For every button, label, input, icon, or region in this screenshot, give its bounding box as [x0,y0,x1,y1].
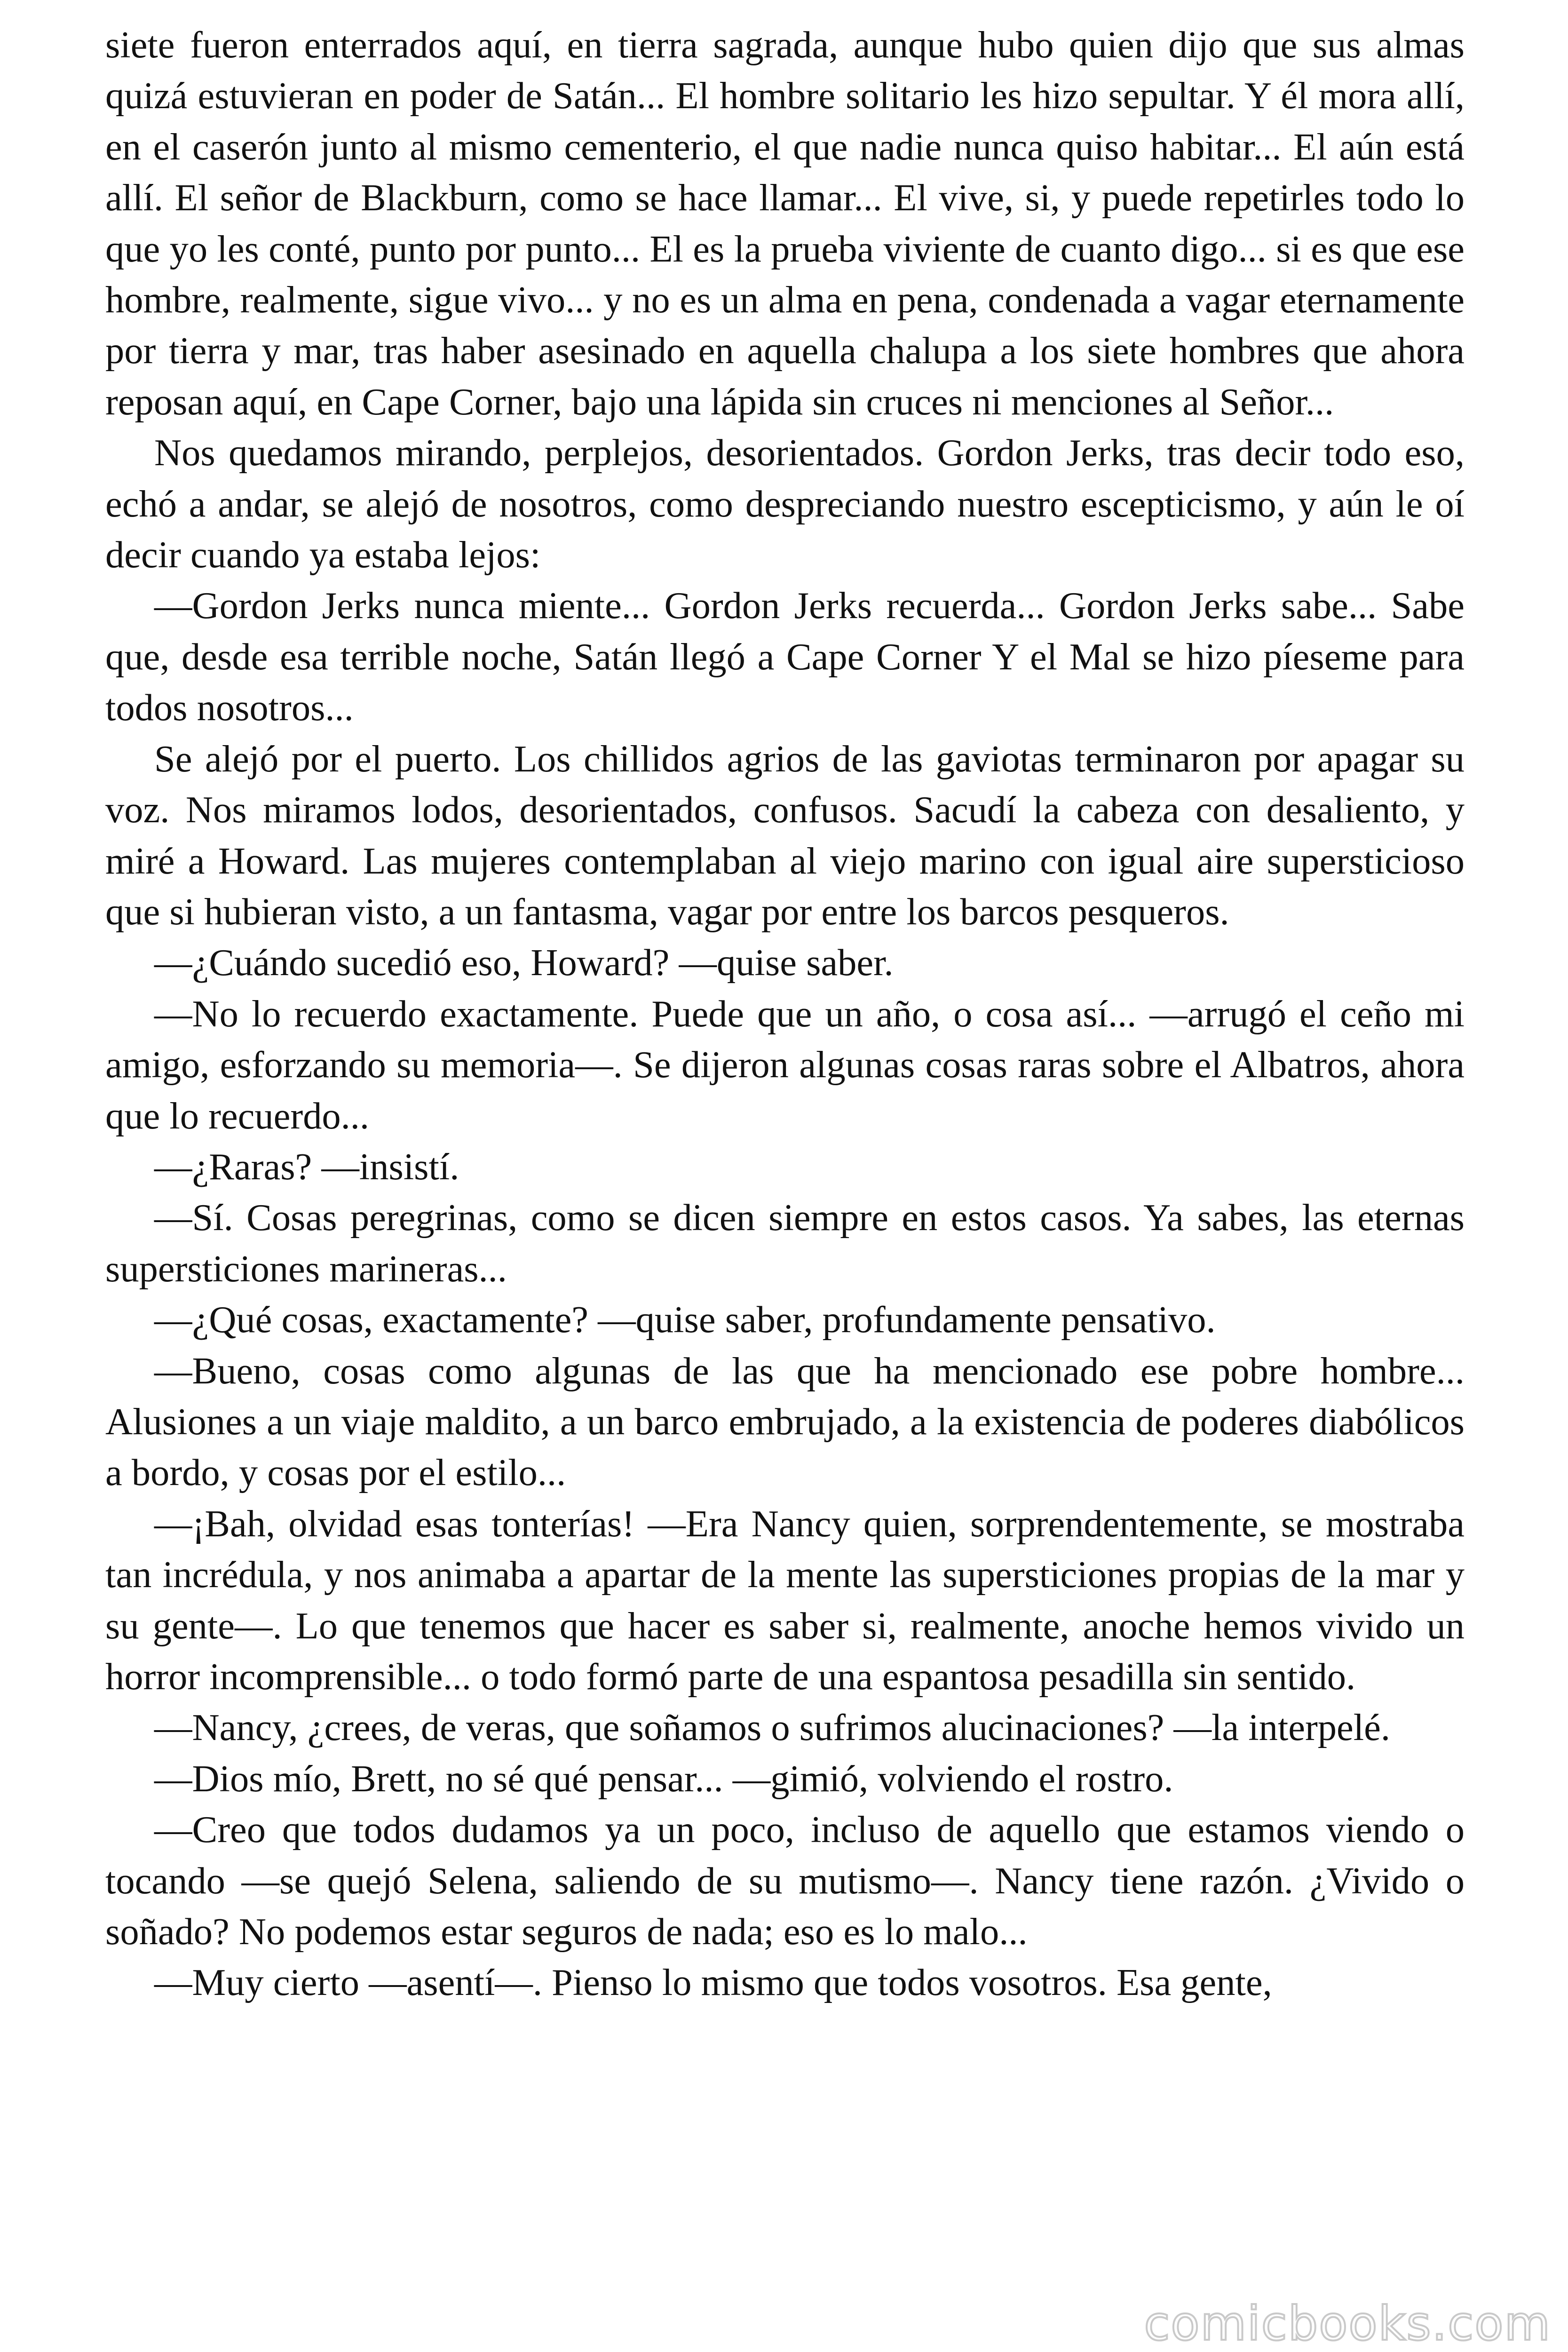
paragraph: —¿Qué cosas, exactamente? —quise saber, profundamente pensativo. [154,1299,1216,1341]
paragraph: —¿Cuándo sucedió eso, Howard? —quise saber. [154,942,894,984]
paragraph: Nos quedamos mirando, perplejos, desorientados. Gordon Jerks, tras decir todo eso, echó a andar, se alejó de nosotros, como despreciando nuestro escepticismo, y aún le oí decir cuando ya estaba lejos: [105,432,1465,576]
watermark-logo: comicbooks.com [1144,2296,1551,2351]
paragraph: Se alejó por el puerto. Los chillidos agrios de las gaviotas terminaron por apagar su voz. Nos miramos lodos, desorientados, confusos. Sacudí la cabeza con desaliento, y miré a Howard. Las mujeres contemplaban al viejo marino con igual aire supersticioso que si hubieran visto, a un fantasma, vagar por entre los barcos pesqueros. [105,738,1465,933]
paragraph: —Creo que todos dudamos ya un poco, incluso de aquello que estamos viendo o tocando —se quejó Selena, saliendo de su mutismo—. Nancy tiene razón. ¿Vivido o soñado? No podemos estar seguros de nada; eso es lo malo... [105,1809,1465,1953]
paragraph: —¡Bah, olvidad esas tonterías! —Era Nancy quien, sorprendentemente, se mostraba tan incrédula, y nos animaba a apartar de la mente las supersticiones propias de la mar y su gente—. Lo que tenemos que hacer es saber si, realmente, anoche hemos vivido un horror incomprensible... o todo formó parte de una espantosa pesadilla sin sentido. [105,1502,1465,1698]
paragraph: —Nancy, ¿crees, de veras, que soñamos o sufrimos alucinaciones? —la interpelé. [154,1707,1390,1749]
paragraph: —Bueno, cosas como algunas de las que ha mencionado ese pobre hombre... Alusiones a un viaje maldito, a un barco embrujado, a la existencia de poderes diabólicos a bordo, y cosas por el estilo... [105,1350,1465,1494]
paragraph: —Dios mío, Brett, no sé qué pensar... —gimió, volviendo el rostro. [154,1757,1173,1800]
paragraph: —Muy cierto —asentí—. Pienso lo mismo que todos vosotros. Esa gente, [154,1962,1272,2004]
paragraph: —Sí. Cosas peregrinas, como se dicen siempre en estos casos. Ya sabes, las eternas supersticiones marineras... [105,1197,1465,1290]
paragraph: —Gordon Jerks nunca miente... Gordon Jerks recuerda... Gordon Jerks sabe... Sabe que, desde esa terrible noche, Satán llegó a Cape Corner Y el Mal se hizo píeseme para todos nosotros... [105,585,1465,729]
paragraph: —No lo recuerdo exactamente. Puede que un año, o cosa así... —arrugó el ceño mi amigo, esforzando su memoria—. Se dijeron algunas cosas raras sobre el Albatros, ahora que lo recuerdo... [105,993,1465,1137]
body-text [105,20,1465,2009]
paragraph: —¿Raras? —insistí. [154,1145,459,1188]
paragraph-continued: siete fueron enterrados aquí, en tierra sagrada, aunque hubo quien dijo que sus almas quizá estuvieran en poder de Satán... El hombre solitario les hizo sepultar. Y él mora allí, en el caserón junto al mismo cementerio, el que nadie nunca quiso habitar... El aún está allí. El señor de Blackburn, como se hace llamar... El vive, si, y puede repetirles todo lo que yo les conté, punto por punto... El es la prueba viviente de cuanto digo... si es que ese hombre, realmente, sigue vivo... y no es un alma en pena, condenada a vagar eternamente por tierra y mar, tras haber asesinado en aquella chalupa a los siete hombres que ahora reposan aquí, en Cape Corner, bajo una lápida sin cruces ni menciones al Señor... [105,24,1465,423]
